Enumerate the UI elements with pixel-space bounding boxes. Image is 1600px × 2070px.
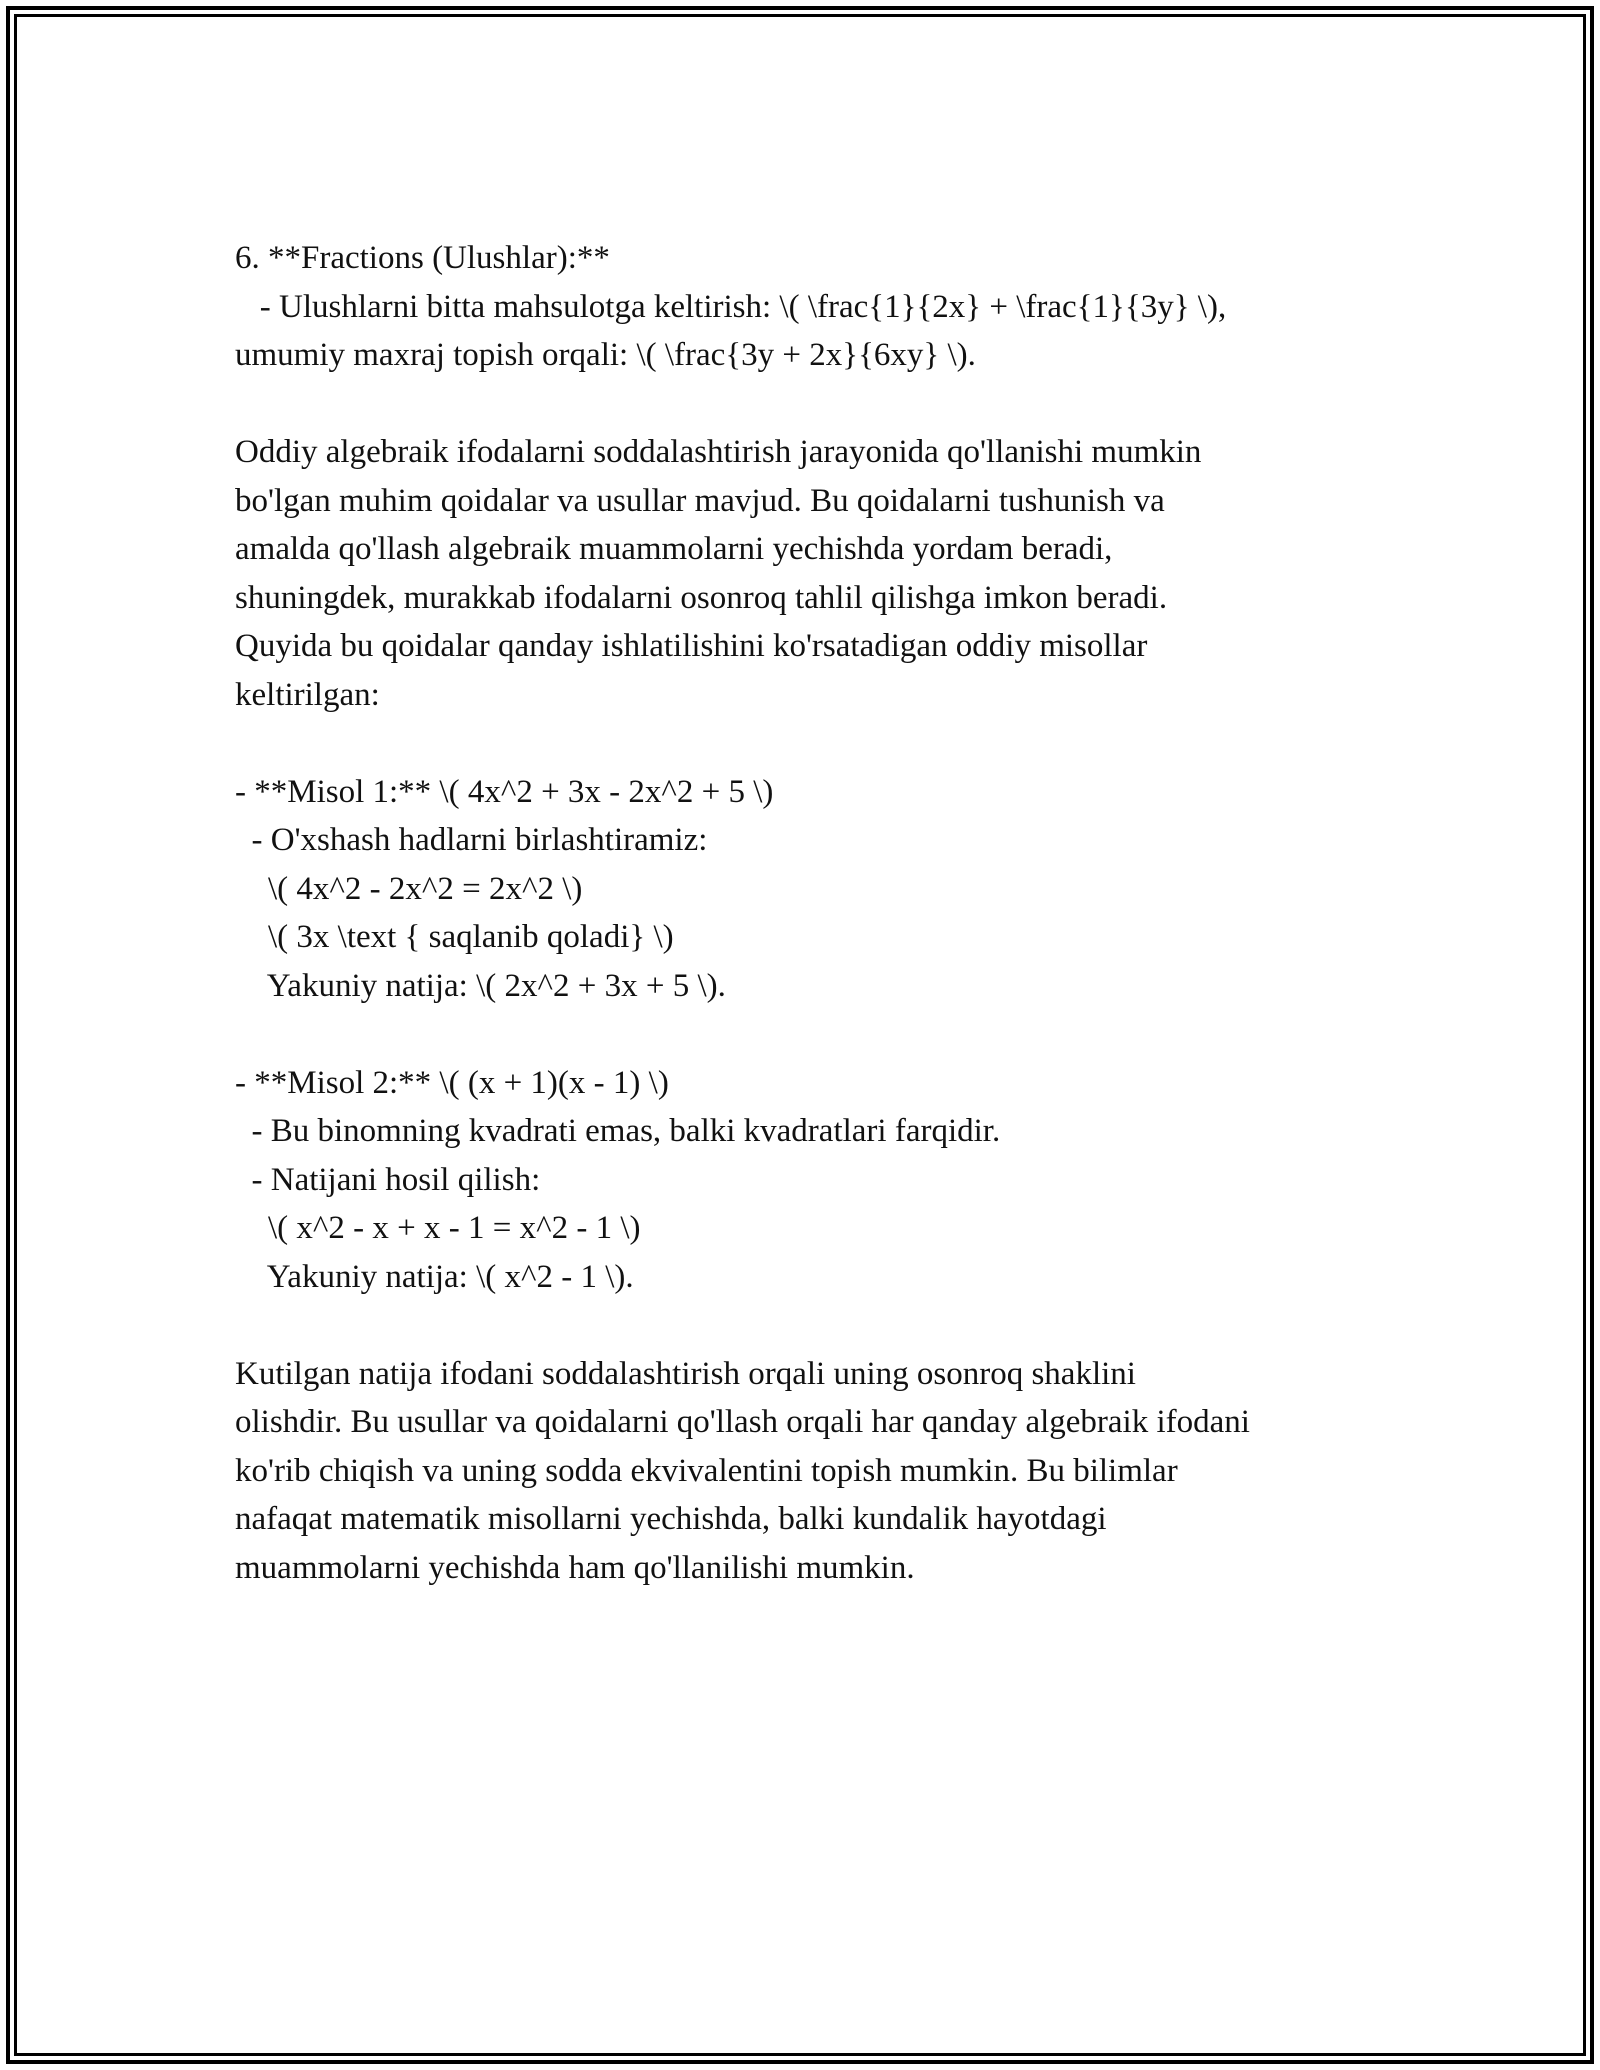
paragraph-line: Kutilgan natija ifodani soddalashtirish orqali uning osonroq shaklini — [235, 1355, 1136, 1392]
paragraph-line: amalda qo'llash algebraik muammolarni yechishda yordam beradi, — [235, 531, 1113, 567]
paragraph-line: Quyida bu qoidalar qanday ishlatilishini ko'rsatadigan oddiy misollar — [235, 628, 1148, 664]
example-line: Yakuniy natija: \( x^2 - 1 \). — [235, 1258, 634, 1295]
example-1 — [235, 768, 1395, 1011]
example-2 — [235, 1059, 1395, 1302]
paragraph-gap — [235, 719, 1395, 768]
document-body — [235, 234, 1395, 1592]
section-fractions — [235, 234, 1395, 380]
paragraph-line: shuningdek, murakkab ifodalarni osonroq tahlil qilishga imkon beradi. — [235, 579, 1168, 616]
paragraph-line: nafaqat matematik misollarni yechishda, balki kundalik hayotdagi — [235, 1501, 1107, 1537]
paragraph-line: Oddiy algebraik ifodalarni soddalashtirish jarayonida qo'llanishi mumkin — [235, 434, 1202, 470]
paragraph-line: muammolarni yechishda ham qo'llanilishi mumkin. — [235, 1549, 915, 1586]
example-line: \( 3x \text { saqlanib qoladi} \) — [235, 919, 674, 955]
paragraph-line: bo'lgan muhim qoidalar va usullar mavjud. Bu qoidalarni tushunish va — [235, 482, 1165, 519]
paragraph-line: olishdir. Bu usullar va qoidalarni qo'llash orqali har qanday algebraik ifodani — [235, 1404, 1250, 1440]
example-title: - **Misol 1:** \( 4x^2 + 3x - 2x^2 + 5 \) — [235, 773, 774, 810]
example-line: \( 4x^2 - 2x^2 = 2x^2 \) — [235, 870, 583, 907]
example-line: - O'xshash hadlarni birlashtiramiz: — [235, 822, 708, 858]
section-line: umumiy maxraj topish orqali: \( \frac{3y + 2x}{6xy} \). — [235, 337, 976, 373]
paragraph-line: ko'rib chiqish va uning sodda ekvivalentini topish mumkin. Bu bilimlar — [235, 1452, 1178, 1489]
example-line: - Bu binomning kvadrati emas, balki kvadratlari farqidir. — [235, 1113, 1001, 1149]
intro-paragraph — [235, 428, 1395, 719]
section-line: - Ulushlarni bitta mahsulotga keltirish: \( \frac{1}{2x} + \frac{1}{3y} \), — [235, 288, 1227, 325]
paragraph-line: keltirilgan: — [235, 676, 380, 713]
example-line: Yakuniy natija: \( 2x^2 + 3x + 5 \). — [235, 967, 726, 1004]
paragraph-gap — [235, 1010, 1395, 1059]
example-line: - Natijani hosil qilish: — [235, 1161, 541, 1198]
example-line: \( x^2 - x + x - 1 = x^2 - 1 \) — [235, 1210, 641, 1246]
conclusion-paragraph — [235, 1350, 1395, 1593]
paragraph-gap — [235, 1301, 1395, 1350]
example-title: - **Misol 2:** \( (x + 1)(x - 1) \) — [235, 1064, 669, 1101]
paragraph-gap — [235, 380, 1395, 429]
section-heading: 6. **Fractions (Ulushlar):** — [235, 240, 610, 276]
